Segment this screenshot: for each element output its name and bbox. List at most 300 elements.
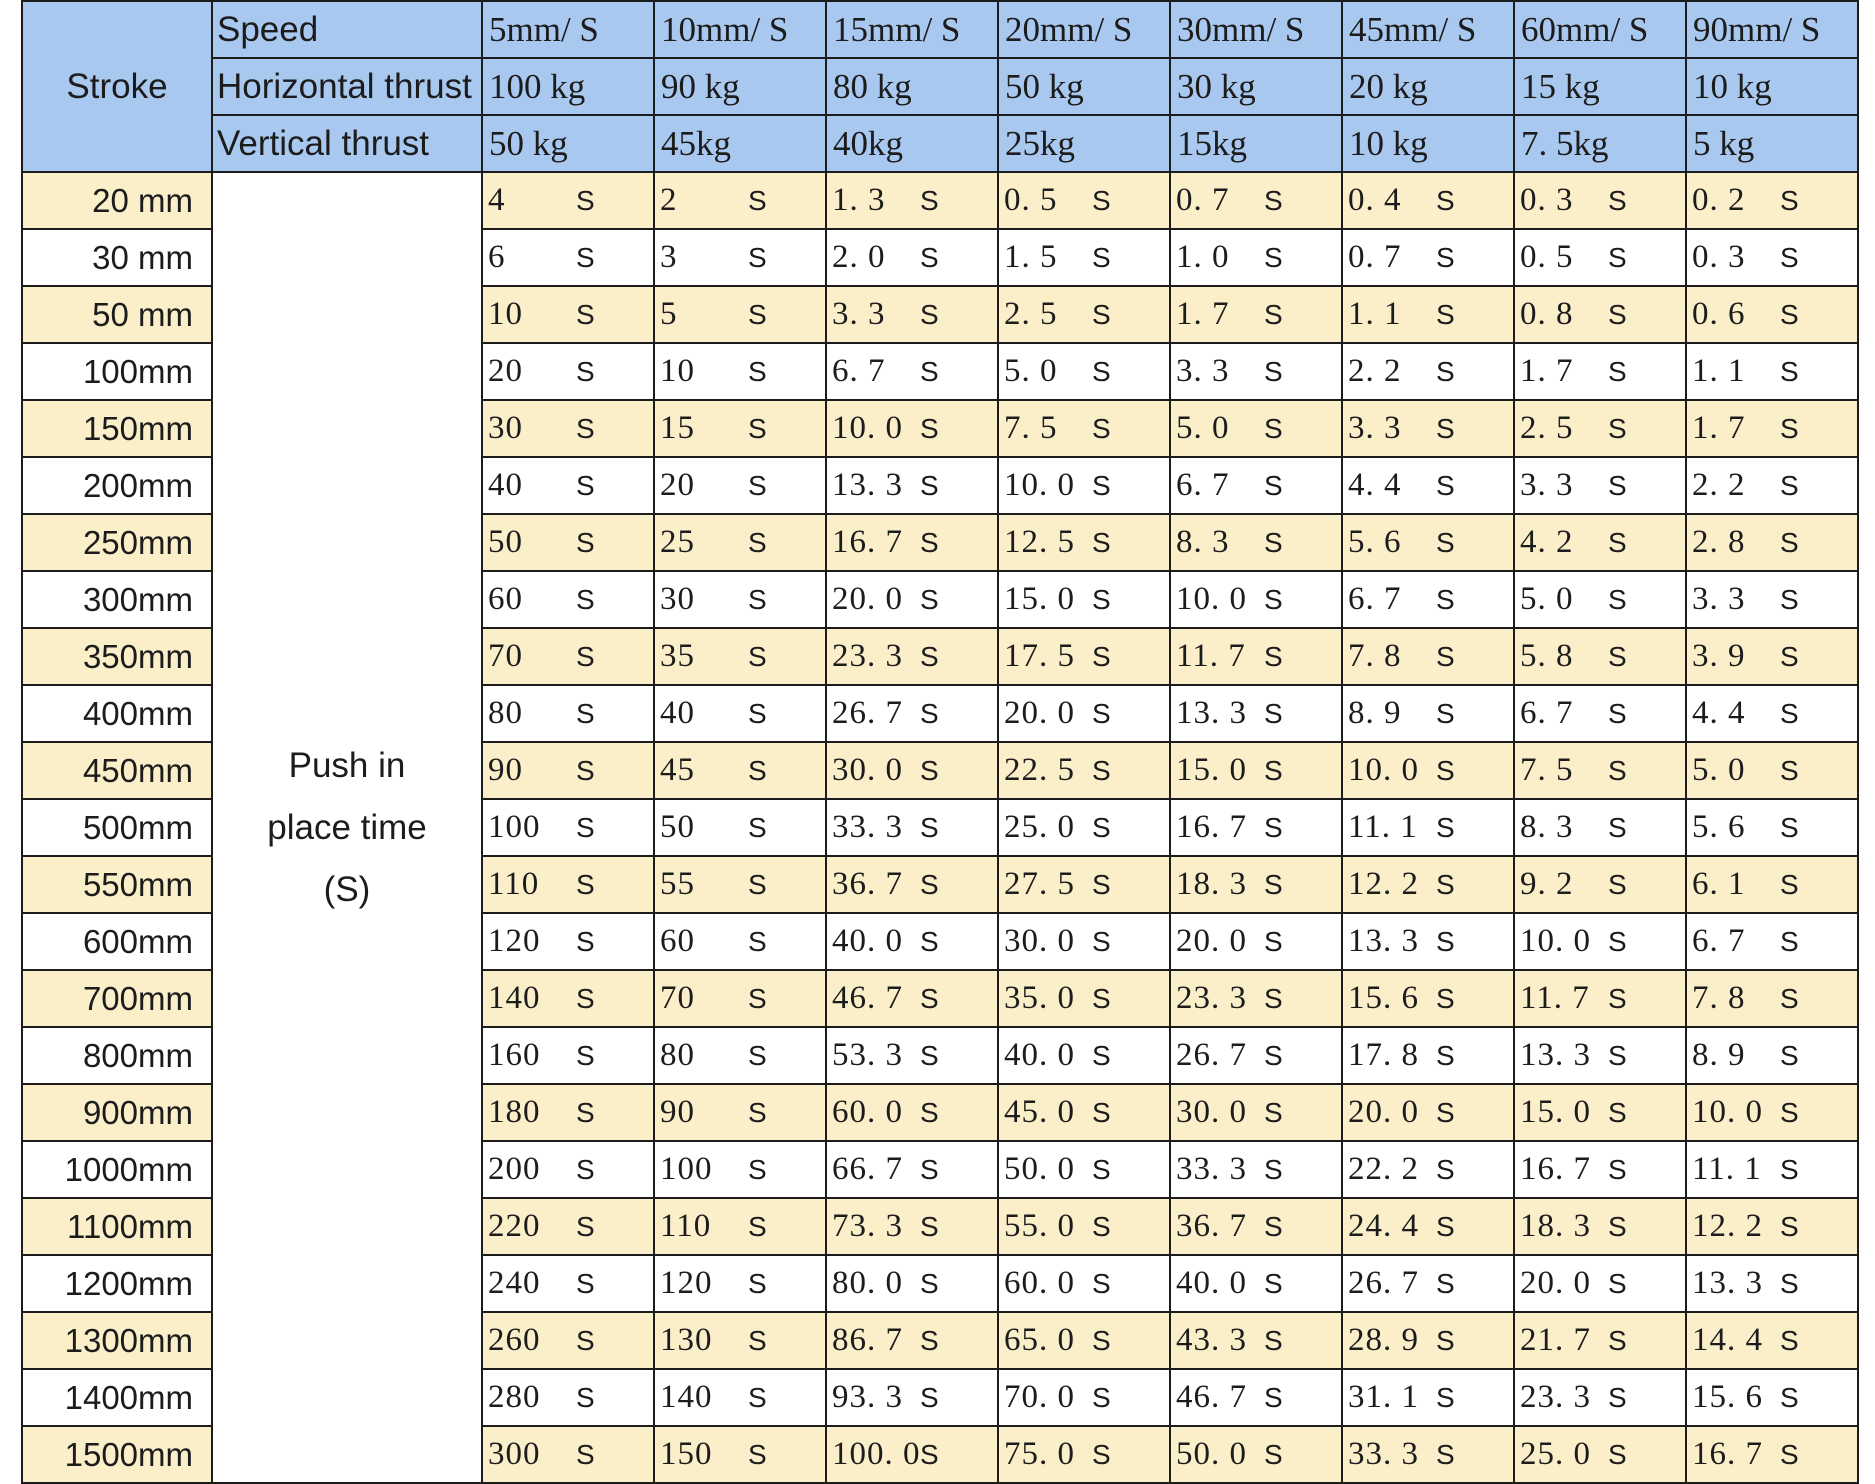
time-cell — [1170, 400, 1342, 457]
time-cell — [1342, 913, 1514, 970]
time-unit: S — [1608, 1097, 1627, 1128]
time-unit: S — [1780, 812, 1799, 843]
time-value: 1. 7 — [1176, 296, 1230, 332]
time-unit: S — [1436, 413, 1455, 444]
time-unit: S — [1436, 1382, 1455, 1413]
time-cell — [826, 229, 998, 286]
time-cell — [1514, 1198, 1686, 1255]
table-row — [22, 172, 1858, 229]
time-cell — [998, 1426, 1170, 1483]
time-unit: S — [1780, 869, 1799, 900]
time-value: 93. 3 — [832, 1379, 903, 1415]
time-value: 28. 9 — [1348, 1322, 1419, 1358]
time-unit: S — [1092, 1382, 1111, 1413]
time-value: 21. 7 — [1520, 1322, 1591, 1358]
time-unit: S — [1780, 356, 1799, 387]
time-value: 260 — [488, 1322, 541, 1358]
time-unit: S — [920, 470, 939, 501]
time-unit: S — [576, 869, 595, 900]
time-unit: S — [576, 1268, 595, 1299]
time-unit: S — [748, 641, 767, 672]
time-cell — [1342, 172, 1514, 229]
time-cell — [654, 571, 826, 628]
time-cell — [1170, 1141, 1342, 1198]
time-cell — [1342, 742, 1514, 799]
time-cell — [1686, 343, 1858, 400]
push-time-label-line: Push in — [288, 745, 406, 785]
time-value: 33. 3 — [1176, 1151, 1247, 1187]
time-cell — [654, 1426, 826, 1483]
time-cell — [1514, 1084, 1686, 1141]
time-value: 16. 7 — [1176, 809, 1247, 845]
time-unit: S — [1264, 1439, 1283, 1470]
time-cell — [826, 1027, 998, 1084]
time-value: 14. 4 — [1692, 1322, 1763, 1358]
time-value: 13. 3 — [832, 467, 903, 503]
time-cell — [1686, 1198, 1858, 1255]
speed-value: 60mm/ S — [1514, 1, 1686, 58]
time-cell — [998, 286, 1170, 343]
time-cell — [998, 1027, 1170, 1084]
time-value: 24. 4 — [1348, 1208, 1419, 1244]
time-unit: S — [1092, 869, 1111, 900]
time-cell — [482, 1369, 654, 1426]
time-unit: S — [1436, 869, 1455, 900]
time-value: 10. 0 — [1004, 467, 1075, 503]
time-cell — [1170, 970, 1342, 1027]
time-unit: S — [1780, 584, 1799, 615]
time-unit: S — [1092, 698, 1111, 729]
time-value: 0. 5 — [1520, 239, 1574, 275]
time-value: 50 — [660, 809, 695, 845]
time-value: 55. 0 — [1004, 1208, 1075, 1244]
time-unit: S — [748, 584, 767, 615]
time-value: 5. 0 — [1520, 581, 1574, 617]
stroke-cell: 550mm — [22, 856, 212, 913]
time-cell — [1342, 457, 1514, 514]
vertical-thrust-value: 5 kg — [1686, 115, 1858, 172]
time-unit: S — [1092, 299, 1111, 330]
time-value: 20. 0 — [832, 581, 903, 617]
time-value: 6. 7 — [1692, 923, 1746, 959]
time-cell — [654, 856, 826, 913]
time-cell — [998, 742, 1170, 799]
time-unit: S — [920, 812, 939, 843]
time-unit: S — [1780, 413, 1799, 444]
time-unit: S — [1780, 1268, 1799, 1299]
time-value: 12. 2 — [1348, 866, 1419, 902]
time-unit: S — [748, 1382, 767, 1413]
time-cell — [826, 400, 998, 457]
time-value: 1. 1 — [1692, 353, 1746, 389]
time-unit: S — [576, 185, 595, 216]
time-value: 100. 0 — [832, 1436, 921, 1472]
time-unit: S — [1436, 1268, 1455, 1299]
time-unit: S — [1436, 698, 1455, 729]
vertical-thrust-header-row — [22, 115, 1858, 172]
time-unit: S — [1436, 641, 1455, 672]
time-unit: S — [1264, 755, 1283, 786]
time-value: 4. 4 — [1692, 695, 1746, 731]
speed-value: 5mm/ S — [482, 1, 654, 58]
time-value: 110 — [660, 1208, 712, 1244]
time-cell — [1514, 1141, 1686, 1198]
time-value: 7. 8 — [1692, 980, 1746, 1016]
time-value: 10. 0 — [1348, 752, 1419, 788]
time-value: 53. 3 — [832, 1037, 903, 1073]
time-value: 12. 2 — [1692, 1208, 1763, 1244]
time-cell — [1686, 172, 1858, 229]
time-unit: S — [1608, 356, 1627, 387]
time-value: 60. 0 — [832, 1094, 903, 1130]
time-cell — [1170, 286, 1342, 343]
time-value: 4. 4 — [1348, 467, 1402, 503]
time-cell — [1514, 970, 1686, 1027]
time-unit: S — [748, 470, 767, 501]
time-unit: S — [1436, 1211, 1455, 1242]
time-value: 120 — [660, 1265, 713, 1301]
time-cell — [1514, 514, 1686, 571]
time-cell — [1342, 343, 1514, 400]
time-cell — [1686, 229, 1858, 286]
time-value: 7. 5 — [1520, 752, 1574, 788]
time-value: 0. 7 — [1176, 182, 1230, 218]
time-cell — [1686, 913, 1858, 970]
time-value: 75. 0 — [1004, 1436, 1075, 1472]
time-cell — [1342, 1369, 1514, 1426]
time-unit: S — [1780, 926, 1799, 957]
stroke-cell: 800mm — [22, 1027, 212, 1084]
time-value: 130 — [660, 1322, 713, 1358]
time-unit: S — [1264, 1268, 1283, 1299]
time-unit: S — [920, 527, 939, 558]
time-unit: S — [1092, 1097, 1111, 1128]
time-unit: S — [1092, 1040, 1111, 1071]
time-unit: S — [1264, 926, 1283, 957]
time-cell — [826, 913, 998, 970]
time-value: 66. 7 — [832, 1151, 903, 1187]
time-cell — [1342, 628, 1514, 685]
time-value: 25. 0 — [1520, 1436, 1591, 1472]
speed-value: 45mm/ S — [1342, 1, 1514, 58]
stroke-cell: 1500mm — [22, 1426, 212, 1483]
time-value: 25. 0 — [1004, 809, 1075, 845]
time-value: 20. 0 — [1348, 1094, 1419, 1130]
time-value: 55 — [660, 866, 695, 902]
time-unit: S — [1608, 1154, 1627, 1185]
time-value: 9. 2 — [1520, 866, 1574, 902]
time-value: 46. 7 — [1176, 1379, 1247, 1415]
time-cell — [482, 799, 654, 856]
time-unit: S — [748, 413, 767, 444]
time-unit: S — [1608, 1382, 1627, 1413]
stroke-cell: 250mm — [22, 514, 212, 571]
time-value: 22. 2 — [1348, 1151, 1419, 1187]
time-cell — [1686, 1141, 1858, 1198]
time-value: 3. 3 — [1692, 581, 1746, 617]
time-value: 40. 0 — [1176, 1265, 1247, 1301]
time-value: 2. 5 — [1520, 410, 1574, 446]
time-value: 180 — [488, 1094, 541, 1130]
time-value: 6. 7 — [1520, 695, 1574, 731]
time-value: 16. 7 — [1692, 1436, 1763, 1472]
time-value: 100 — [660, 1151, 713, 1187]
time-unit: S — [1092, 1154, 1111, 1185]
time-unit: S — [1780, 299, 1799, 330]
speed-value: 10mm/ S — [654, 1, 826, 58]
time-unit: S — [748, 356, 767, 387]
time-cell — [482, 856, 654, 913]
time-cell — [1686, 1426, 1858, 1483]
time-value: 16. 7 — [832, 524, 903, 560]
time-unit: S — [920, 869, 939, 900]
time-value: 70. 0 — [1004, 1379, 1075, 1415]
time-cell — [1342, 856, 1514, 913]
time-cell — [1514, 742, 1686, 799]
time-cell — [998, 685, 1170, 742]
horizontal-thrust-value: 10 kg — [1686, 58, 1858, 115]
time-cell — [1514, 1426, 1686, 1483]
time-unit: S — [920, 1097, 939, 1128]
time-unit: S — [1436, 584, 1455, 615]
time-unit: S — [1092, 413, 1111, 444]
time-value: 200 — [488, 1151, 541, 1187]
time-cell — [654, 1198, 826, 1255]
time-unit: S — [1092, 527, 1111, 558]
time-cell — [654, 1312, 826, 1369]
time-value: 60 — [488, 581, 523, 617]
time-unit: S — [1608, 755, 1627, 786]
time-value: 4. 2 — [1520, 524, 1574, 560]
time-unit: S — [1264, 242, 1283, 273]
time-cell — [998, 970, 1170, 1027]
time-unit: S — [1436, 812, 1455, 843]
time-unit: S — [748, 1154, 767, 1185]
time-value: 15. 6 — [1348, 980, 1419, 1016]
time-value: 110 — [488, 866, 540, 902]
time-unit: S — [1780, 641, 1799, 672]
stroke-cell: 350mm — [22, 628, 212, 685]
time-value: 5. 6 — [1348, 524, 1402, 560]
push-time-label-line: place time — [267, 807, 427, 847]
time-value: 65. 0 — [1004, 1322, 1075, 1358]
time-cell — [1514, 1369, 1686, 1426]
time-cell — [826, 343, 998, 400]
time-unit: S — [1436, 242, 1455, 273]
time-value: 10 — [488, 296, 523, 332]
time-unit: S — [1436, 299, 1455, 330]
time-unit: S — [1264, 356, 1283, 387]
time-value: 0. 8 — [1520, 296, 1574, 332]
time-unit: S — [1780, 698, 1799, 729]
time-cell — [1686, 286, 1858, 343]
time-cell — [826, 742, 998, 799]
time-unit: S — [748, 755, 767, 786]
time-cell — [654, 514, 826, 571]
time-cell — [482, 742, 654, 799]
time-cell — [1514, 1027, 1686, 1084]
time-cell — [998, 856, 1170, 913]
time-unit: S — [748, 527, 767, 558]
time-value: 6. 7 — [1176, 467, 1230, 503]
time-cell — [998, 571, 1170, 628]
horizontal-thrust-value: 15 kg — [1514, 58, 1686, 115]
time-cell — [826, 685, 998, 742]
time-value: 30 — [488, 410, 523, 446]
time-cell — [1514, 1312, 1686, 1369]
time-unit: S — [748, 1325, 767, 1356]
time-cell — [1514, 628, 1686, 685]
time-unit: S — [1092, 584, 1111, 615]
time-value: 40 — [488, 467, 523, 503]
time-value: 3. 3 — [1176, 353, 1230, 389]
time-unit: S — [920, 926, 939, 957]
stroke-cell: 150mm — [22, 400, 212, 457]
time-unit: S — [1608, 641, 1627, 672]
stroke-cell: 1100mm — [22, 1198, 212, 1255]
speed-value: 15mm/ S — [826, 1, 998, 58]
time-value: 0. 6 — [1692, 296, 1746, 332]
time-cell — [1170, 1369, 1342, 1426]
time-cell — [482, 457, 654, 514]
time-cell — [482, 685, 654, 742]
time-value: 50. 0 — [1176, 1436, 1247, 1472]
time-cell — [1342, 685, 1514, 742]
time-value: 280 — [488, 1379, 541, 1415]
time-value: 30 — [660, 581, 695, 617]
time-value: 5. 8 — [1520, 638, 1574, 674]
stroke-cell: 30 mm — [22, 229, 212, 286]
time-cell — [1686, 685, 1858, 742]
time-cell — [1342, 571, 1514, 628]
time-value: 15 — [660, 410, 695, 446]
time-cell — [654, 1027, 826, 1084]
stroke-cell: 1400mm — [22, 1369, 212, 1426]
time-cell — [998, 628, 1170, 685]
speed-value: 30mm/ S — [1170, 1, 1342, 58]
time-unit: S — [1436, 1154, 1455, 1185]
time-unit: S — [748, 1097, 767, 1128]
time-unit: S — [1436, 185, 1455, 216]
time-value: 36. 7 — [1176, 1208, 1247, 1244]
time-cell — [1170, 799, 1342, 856]
time-value: 35. 0 — [1004, 980, 1075, 1016]
time-cell — [1686, 400, 1858, 457]
stroke-cell: 700mm — [22, 970, 212, 1027]
time-cell — [826, 457, 998, 514]
time-value: 0. 3 — [1520, 182, 1574, 218]
time-cell — [482, 1027, 654, 1084]
time-cell — [998, 1255, 1170, 1312]
time-unit: S — [1436, 470, 1455, 501]
time-unit: S — [1608, 869, 1627, 900]
stroke-cell: 1000mm — [22, 1141, 212, 1198]
time-value: 10. 0 — [1176, 581, 1247, 617]
time-unit: S — [576, 1154, 595, 1185]
time-cell — [826, 1369, 998, 1426]
time-unit: S — [1092, 1211, 1111, 1242]
time-unit: S — [576, 1325, 595, 1356]
time-value: 240 — [488, 1265, 541, 1301]
time-cell — [1514, 229, 1686, 286]
time-unit: S — [1264, 413, 1283, 444]
time-value: 0. 3 — [1692, 239, 1746, 275]
stroke-cell: 100mm — [22, 343, 212, 400]
time-value: 17. 5 — [1004, 638, 1075, 674]
time-unit: S — [748, 926, 767, 957]
time-value: 3. 3 — [832, 296, 886, 332]
time-unit: S — [1608, 1040, 1627, 1071]
time-value: 10. 0 — [832, 410, 903, 446]
time-cell — [1170, 628, 1342, 685]
time-value: 2 — [660, 182, 678, 218]
time-unit: S — [576, 299, 595, 330]
speed-thrust-table — [21, 0, 1859, 1484]
time-cell — [1342, 400, 1514, 457]
time-cell — [826, 1312, 998, 1369]
time-value: 140 — [660, 1379, 713, 1415]
time-unit: S — [920, 242, 939, 273]
time-unit: S — [1092, 755, 1111, 786]
time-unit: S — [748, 698, 767, 729]
stroke-cell: 200mm — [22, 457, 212, 514]
time-cell — [1686, 514, 1858, 571]
time-unit: S — [1780, 1325, 1799, 1356]
time-unit: S — [920, 356, 939, 387]
time-value: 1. 7 — [1520, 353, 1574, 389]
time-value: 2. 2 — [1692, 467, 1746, 503]
time-unit: S — [1780, 1097, 1799, 1128]
stroke-cell: 300mm — [22, 571, 212, 628]
vertical-thrust-value: 25kg — [998, 115, 1170, 172]
time-cell — [998, 1312, 1170, 1369]
time-value: 5. 0 — [1004, 353, 1058, 389]
time-value: 6 — [488, 239, 506, 275]
time-cell — [826, 1141, 998, 1198]
time-cell — [998, 400, 1170, 457]
time-value: 13. 3 — [1176, 695, 1247, 731]
time-unit: S — [748, 869, 767, 900]
time-unit: S — [576, 698, 595, 729]
time-cell — [998, 172, 1170, 229]
time-value: 220 — [488, 1208, 541, 1244]
time-cell — [1170, 1312, 1342, 1369]
time-cell — [482, 400, 654, 457]
time-unit: S — [920, 413, 939, 444]
speed-label: Speed — [212, 1, 482, 58]
time-unit: S — [1436, 1097, 1455, 1128]
time-cell — [1342, 229, 1514, 286]
time-unit: S — [1092, 470, 1111, 501]
time-value: 18. 3 — [1520, 1208, 1591, 1244]
time-value: 46. 7 — [832, 980, 903, 1016]
stroke-cell: 500mm — [22, 799, 212, 856]
time-unit: S — [920, 983, 939, 1014]
time-cell — [654, 628, 826, 685]
time-value: 7. 8 — [1348, 638, 1402, 674]
time-value: 3. 9 — [1692, 638, 1746, 674]
time-cell — [654, 286, 826, 343]
time-unit: S — [1092, 1439, 1111, 1470]
time-unit: S — [1264, 584, 1283, 615]
time-unit: S — [576, 1097, 595, 1128]
time-value: 13. 3 — [1692, 1265, 1763, 1301]
time-unit: S — [920, 755, 939, 786]
time-cell — [482, 970, 654, 1027]
time-cell — [1686, 1369, 1858, 1426]
time-cell — [1170, 1255, 1342, 1312]
time-value: 13. 3 — [1348, 923, 1419, 959]
